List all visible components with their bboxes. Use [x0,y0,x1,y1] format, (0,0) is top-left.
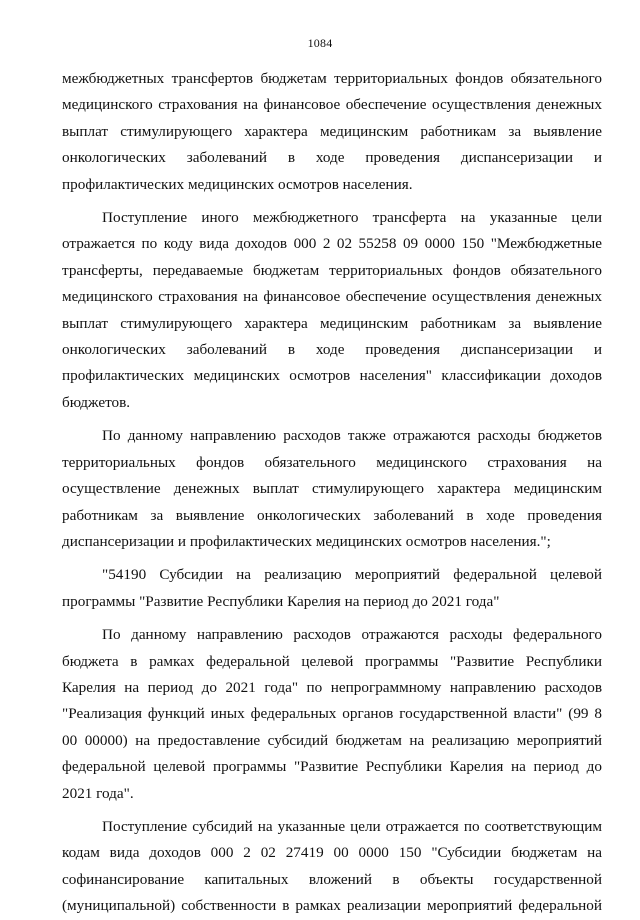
paragraph-income-receipt: Поступление иного межбюджетного трансферта на указанные цели отражается по коду вида доходов 000 2 02 55258 09 0000 150 "Межбюджетные трансферты, передаваемые бюджетам территориальных фондов обязательного медицинского страхования на финансовое обеспечение осуществления денежных выплат стимулирующего характера медицинским работникам за выявление онкологических заболеваний в ходе проведения диспансеризации и профилактических медицинских осмотров населения" классификации доходов бюджетов. [62,209,602,411]
document-body [62,66,602,920]
paragraph-continuation: межбюджетных трансфертов бюджетам территориальных фондов обязательного медицинского страхования на финансовое обеспечение осуществления денежных выплат стимулирующего характера медицинским работникам за выявление онкологических заболеваний в ходе проведения диспансеризации и профилактических медицинских осмотров населения. [62,70,602,193]
paragraph-federal-expenses: По данному направлению расходов отражаются расходы федерального бюджета в рамках федеральной целевой программы "Развитие Республики Карелия на период до 2021 года" по непрограммному направлению расходов "Реализация функций иных федеральных органов государственной власти" (99 8 00 00000) на предоставление субсидий бюджетам на реализацию мероприятий федеральной целевой программы "Развитие Республики Карелия на период до 2021 года". [62,626,602,802]
paragraph-expense-direction: По данному направлению расходов также отражаются расходы бюджетов территориальных фондов обязательного медицинского страхования на осуществление денежных выплат стимулирующего характера медицинским работникам за выявление онкологических заболеваний в ходе проведения диспансеризации и профилактических медицинских осмотров населения."; [62,427,602,550]
paragraph-subsidy-code-heading: "54190 Субсидии на реализацию мероприятий федеральной целевой программы "Развитие Республики Карелия на период до 2021 года" [62,566,602,610]
page-number: 1084 [307,36,333,50]
paragraph-subsidy-receipt: Поступление субсидий на указанные цели отражается по соответствующим кодам вида доходов 000 2 02 27419 00 0000 150 "Субсидии бюджетам на софинансирование капитальных вложений в объекты государственной (муниципальной) собственности в рамках реализации мероприятий федеральной [62,817,602,915]
